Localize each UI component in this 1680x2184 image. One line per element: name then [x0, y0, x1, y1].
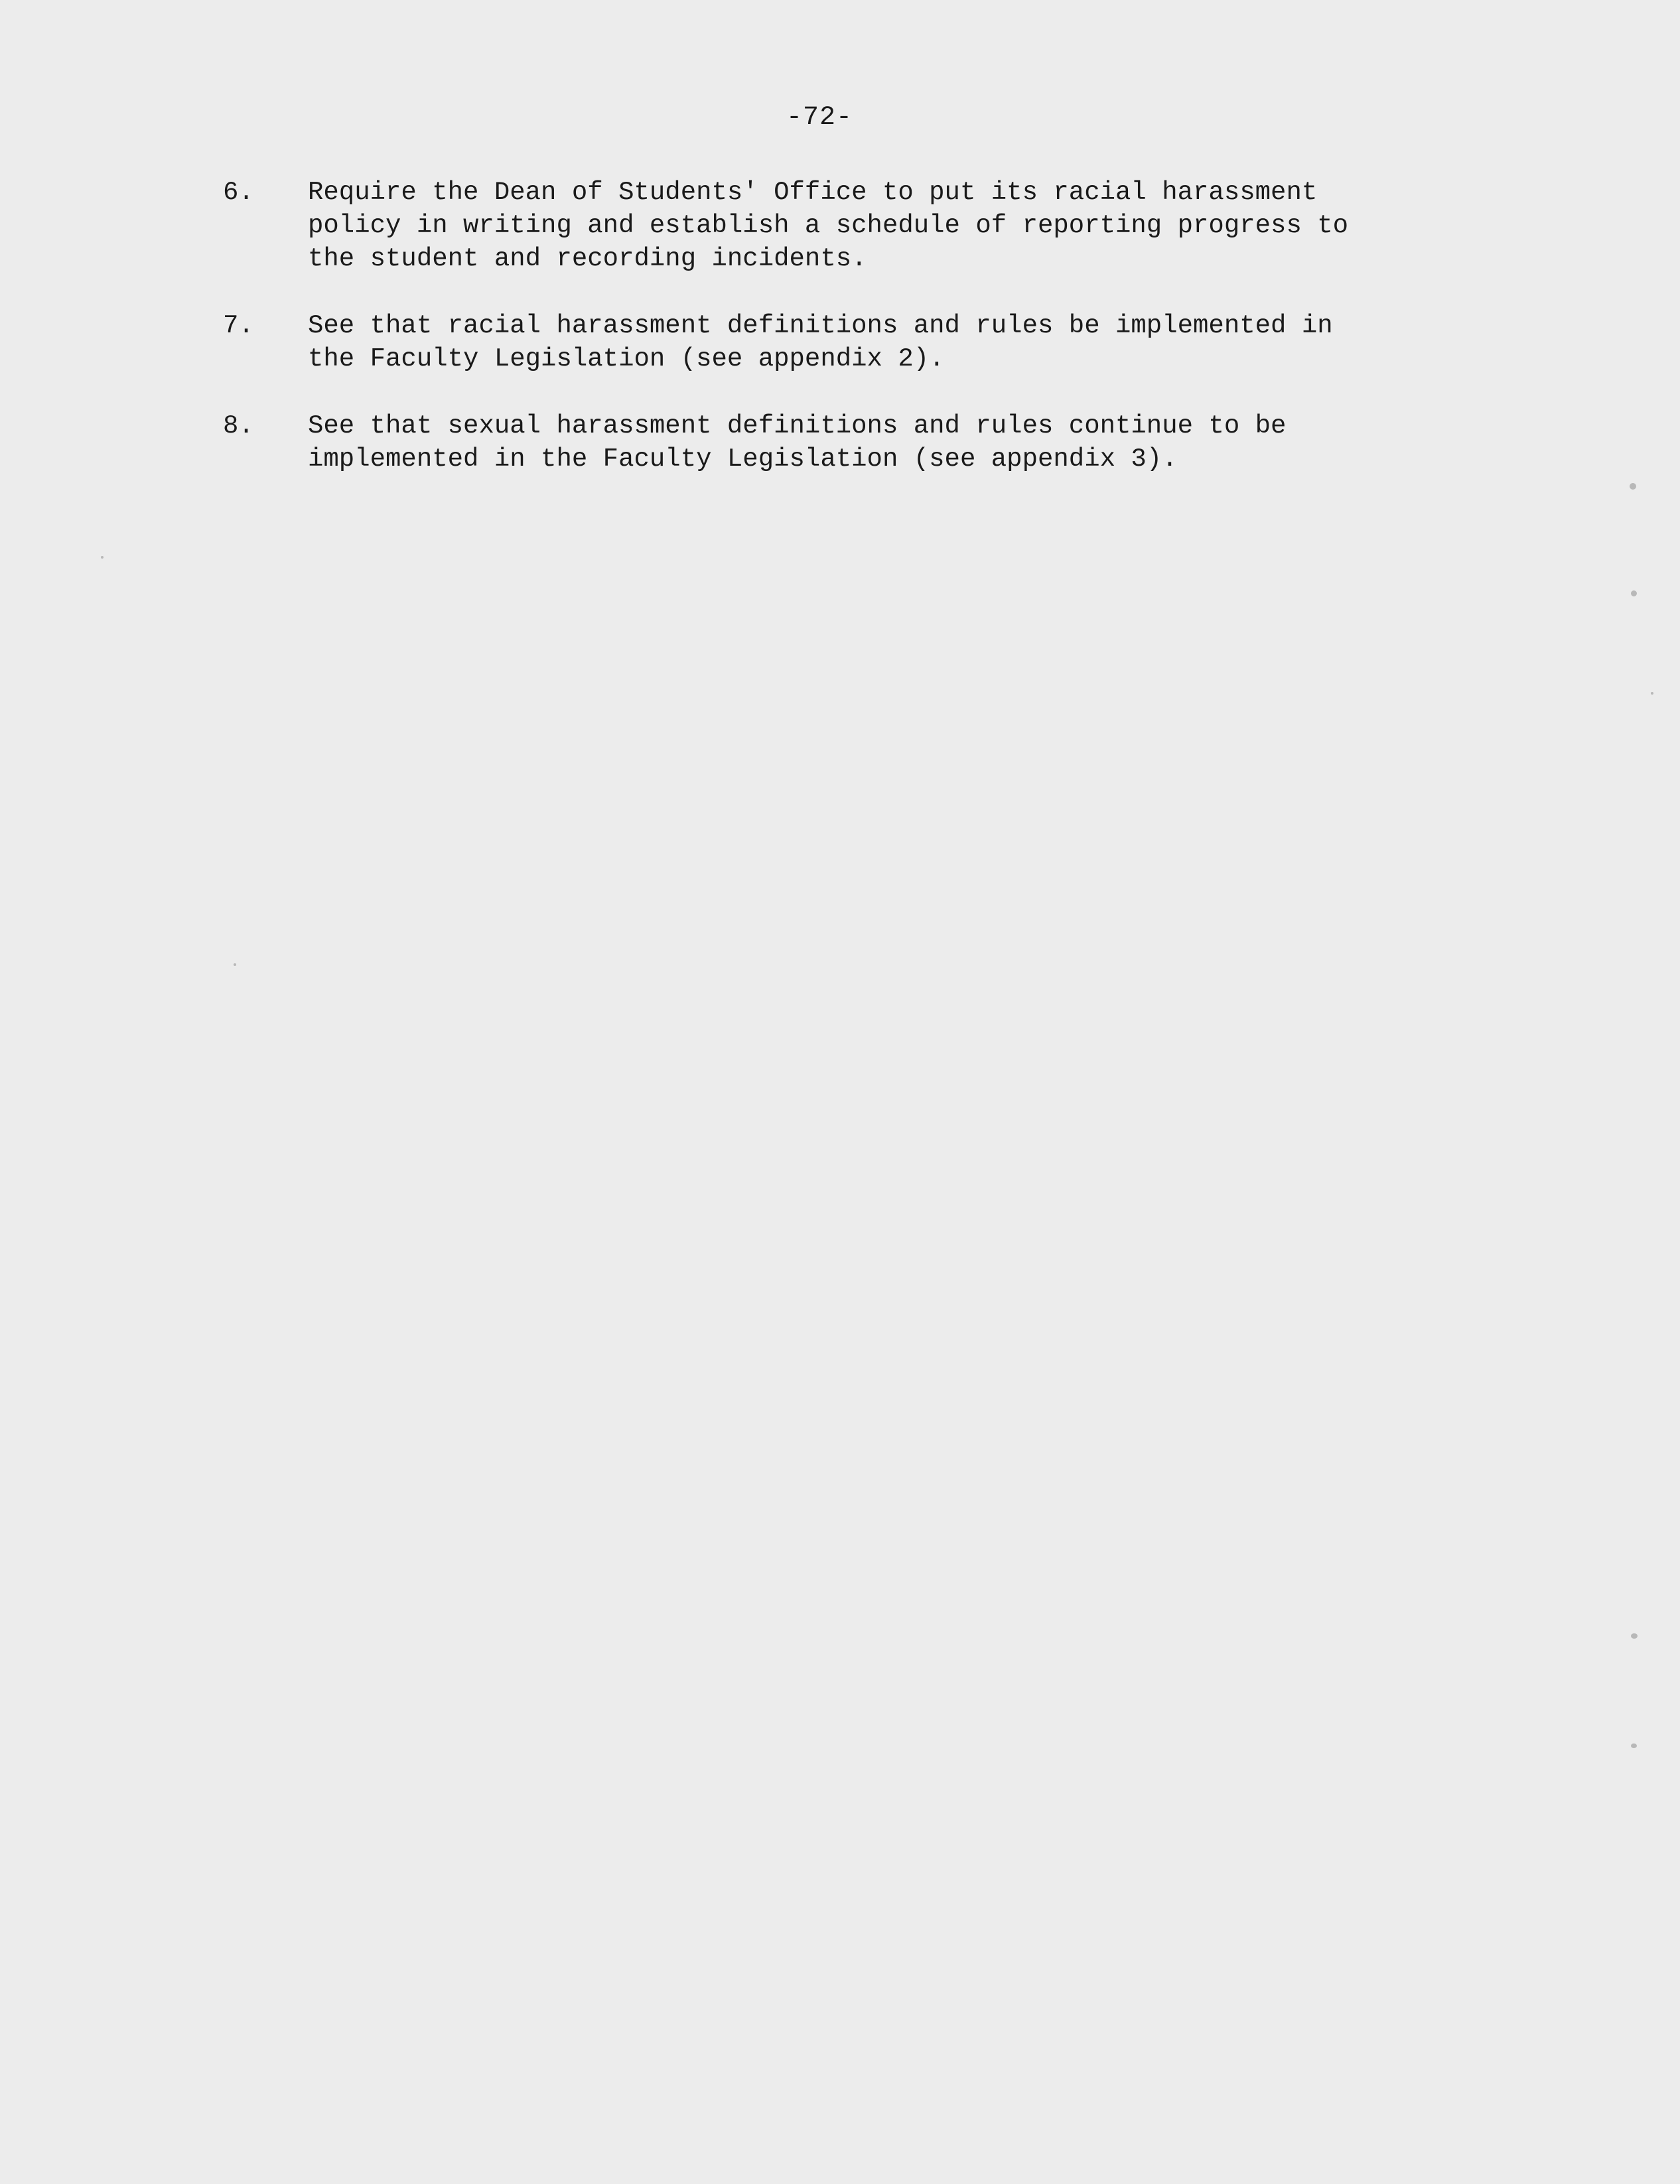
list-item-text: See that racial harassment definitions and rules be implemented in the Faculty Legislation (see appendix 2).	[308, 311, 1333, 374]
list-item-text: Require the Dean of Students' Office to put its racial harassment policy in writing and establish a schedule of reporting progress to the student and recording incidents.	[308, 178, 1349, 273]
paper-speck	[101, 556, 104, 559]
page-number: -72-	[786, 103, 853, 133]
paper-speck	[1630, 483, 1636, 490]
list-item-number: 8.	[223, 411, 254, 441]
paper-speck	[1631, 1743, 1637, 1748]
paper-speck	[1651, 692, 1653, 695]
list-item-number: 6.	[223, 178, 254, 207]
paper-speck	[1631, 590, 1637, 596]
list-item-text: See that sexual harassment definitions and rules continue to be implemented in the Faculty Legislation (see appendix 3).	[308, 411, 1287, 474]
paper-speck	[234, 963, 236, 966]
paper-speck	[1631, 1633, 1638, 1639]
list-item-number: 7.	[223, 311, 254, 340]
